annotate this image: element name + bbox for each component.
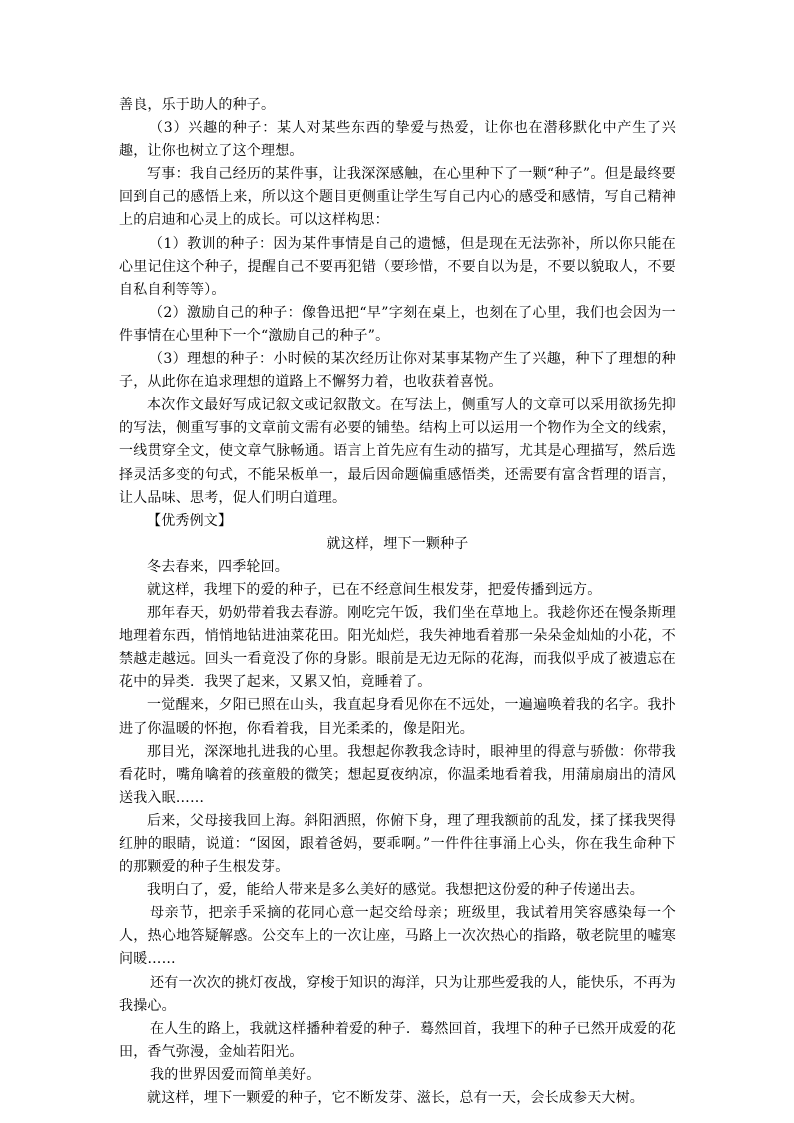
paragraph-15: 我明白了，爱，能给人带来是多么美好的感觉。我想把这份爱的种子传递出去。 [147,882,644,899]
paragraph-1: （3）兴趣的种子：某人对某些东西的挚爱与热爱，让你也在潜移默化中产生了兴趣，让你也树立了这个理想。 [119,120,676,160]
document-body [119,94,676,1110]
paragraph-12: 一觉醒来，夕阳已照在山头，我直起身看见你在不远处，一遍遍唤着我的名字。我扑进了你温暖的怀抱，你看着我，目光柔柔的，像是阳光。 [119,697,676,737]
paragraph-5: （3）理想的种子：小时候的某次经历让你对某事某物产生了兴趣，种下了理想的种子，从此你在追求理想的道路上不懈努力着，也收获着喜悦。 [119,351,676,391]
section-heading: 【优秀例文】 [147,512,233,529]
paragraph-20: 就这样，埋下一颗爱的种子，它不断发芽、滋长，总有一天，会长成参天大树。 [147,1090,644,1107]
paragraph-19: 我的世界因爱而简单美好。 [150,1066,321,1083]
paragraph-17: 还有一次次的挑灯夜战，穿梭于知识的海洋，只为让那些爱我的人，能快乐，不再为我操心。 [119,974,676,1014]
paragraph-11: 那年春天，奶奶带着我去春游。刚吃完午饭，我们坐在草地上。我趁你还在慢条斯理地理着东西，悄悄地钻进油菜花田。阳光灿烂，我失神地看着那一朵朵金灿灿的小花，不禁越走越远。回头一看竟没了你的身影。眼前是无边无际的花海，而我似乎成了被遗忘在花中的异类．我哭了起来，又累又怕，竟睡着了。 [119,605,676,691]
paragraph-13: 那目光，深深地扎进我的心里。我想起你教我念诗时，眼神里的得意与骄傲：你带我看花时，嘴角噙着的孩童般的微笑；想起夏夜纳凉，你温柔地看着我，用蒲扇扇出的清风送我入眠…… [119,743,676,806]
paragraph-2: 写事：我自己经历的某件事，让我深深感触，在心里种下了一颗“种子”。但是最终要回到自己的感悟上来，所以这个题目更侧重让学生写自己内心的感受和感情，写自己精神上的启迪和心灵上的成长。可以这样构思： [119,166,676,229]
paragraph-0: 善良，乐于助人的种子。 [119,97,276,113]
essay-title: 就这样，埋下一颗种子 [326,535,469,552]
paragraph-6: 本次作文最好写成记叙文或记叙散文。在写法上，侧重写人的文章可以采用欲扬先抑的写法，侧重写事的文章前文需有必要的铺垫。结构上可以运用一个物作为全文的线索，一线贯穿全文，使文章气脉畅通。语言上首先应有生动的描写，尤其是心理描写，然后选择灵活多变的句式，不能呆板单一，最后因命题偏重感悟类，还需要有富含哲理的语言，让人品味、思考，促人们明白道理。 [119,397,676,506]
paragraph-10: 就这样，我埋下的爱的种子，已在不经意间生根发芽，把爱传播到远方。 [147,581,602,598]
paragraph-3: （1）教训的种子：因为某件事情是自己的遗憾，但是现在无法弥补，所以你只能在心里记住这个种子，提醒自己不要再犯错（要珍惜，不要自以为是，不要以貌取人，不要自私自利等等）。 [119,235,676,298]
paragraph-16: 母亲节，把亲手采摘的花同心意一起交给母亲；班级里，我试着用笑容感染每一个人，热心地答疑解惑。公交车上的一次让座，马路上一次次热心的指路，敬老院里的嘘寒问暖…… [119,905,676,968]
paragraph-9: 冬去春来，四季轮回。 [147,558,289,575]
paragraph-18: 在人生的路上，我就这样播种着爱的种子．蓦然回首，我埋下的种子已然开成爱的花田，香气弥漫，金灿若阳光。 [119,1020,676,1060]
paragraph-14: 后来，父母接我回上海。斜阳洒照，你俯下身，理了理我额前的乱发，揉了揉我哭得红肿的眼睛，说道：“囡囡，跟着爸妈，要乖啊。”一件件往事涌上心头，你在我生命种下的那颗爱的种子生根发芽。 [119,812,676,876]
paragraph-4: （2）激励自己的种子：像鲁迅把“早”字刻在桌上，也刻在了心里，我们也会因为一件事情在心里种下一个“激励自己的种子”。 [119,304,676,344]
